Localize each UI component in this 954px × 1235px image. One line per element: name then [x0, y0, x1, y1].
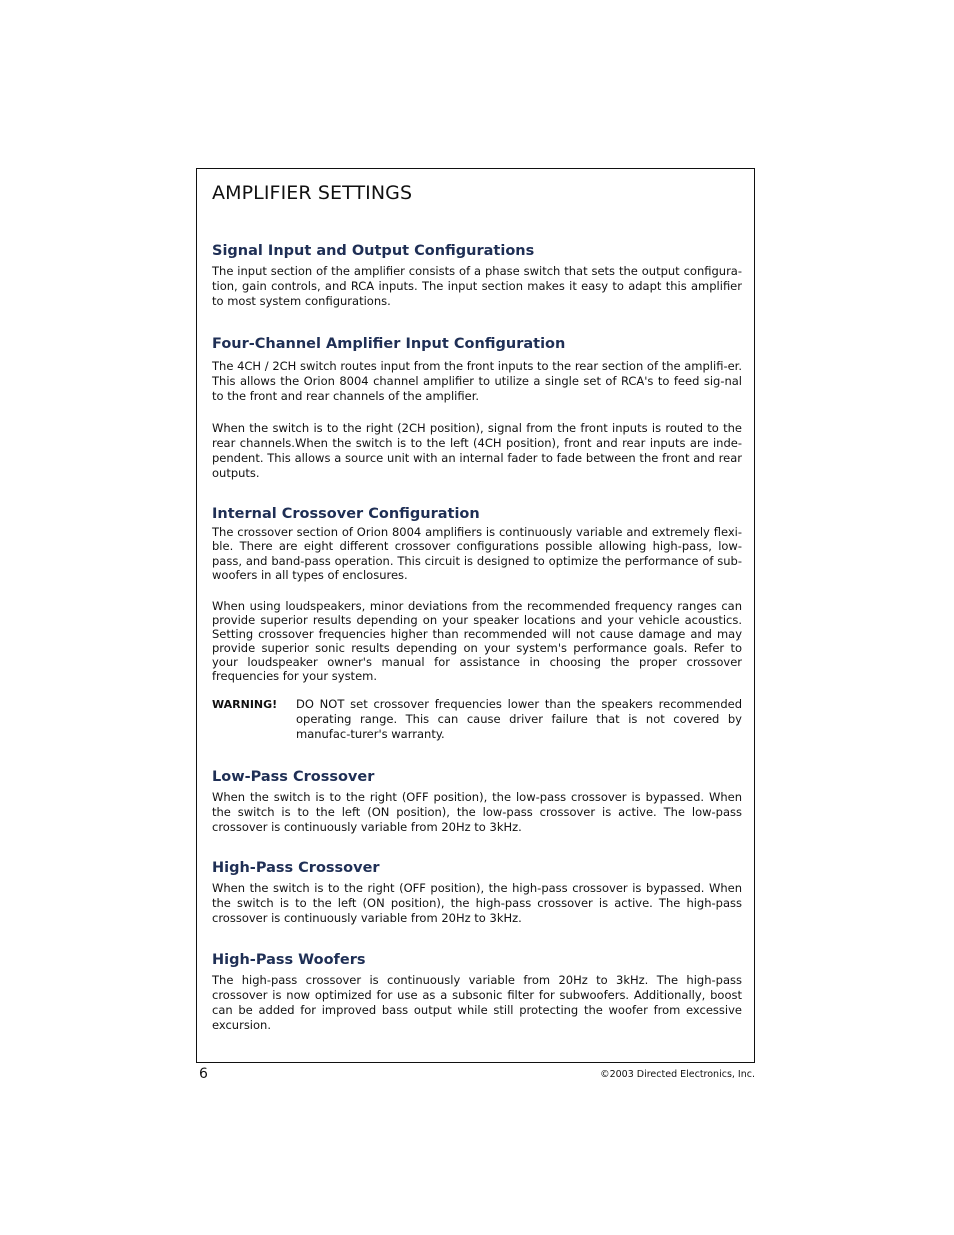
section-heading: High-Pass Woofers	[212, 952, 366, 968]
page-content	[212, 179, 742, 1032]
section-paragraph: When the switch is to the right (OFF position), the high-pass crossover is bypassed. When the switch is to the left (ON position), the high-pass crossover is active. The high-pass crossover is continuously variable from 20Hz to 3kHz.	[212, 881, 742, 925]
section-paragraph: The input section of the amplifier consists of a phase switch that sets the output configura-tion, gain controls, and RCA inputs. The input section makes it easy to adapt this amplifier to most system configurations.	[212, 264, 742, 308]
warning-label: WARNING!	[212, 698, 278, 712]
section-heading: High-Pass Crossover	[212, 860, 380, 876]
page-number: 6	[199, 1066, 208, 1082]
section-paragraph: When the switch is to the right (OFF position), the low-pass crossover is bypassed. When the switch is to the left (ON position), the low-pass crossover is active. The low-pass crossover is continuously variable from 20Hz to 3kHz.	[212, 790, 742, 834]
section-four-channel	[212, 334, 742, 481]
section-paragraph: When the switch is to the right (2CH position), signal from the front inputs is routed to the rear channels.When the switch is to the left (4CH position), front and rear inputs are inde-pendent. This allows a source unit with an internal fader to fade between the front and rear outputs.	[212, 421, 742, 480]
copyright-notice: ©2003 Directed Electronics, Inc.	[600, 1069, 755, 1080]
warning-text: DO NOT set crossover frequencies lower than the speakers recommended operating range. This can cause driver failure that is not covered by manufac-turer's warranty.	[296, 697, 742, 742]
section-paragraph: The crossover section of Orion 8004 amplifiers is continuously variable and extremely flexi-ble. There are eight different crossover configurations possible allowing high-pass, low-pass, and band-pass operation. This circuit is designed to optimize the performance of sub-woofers in all types of enclosures.	[212, 525, 742, 582]
section-paragraph: The 4CH / 2CH switch routes input from the front inputs to the rear section of the amplifi-er. This allows the Orion 8004 channel amplifier to utilize a single set of RCA's to feed sig-nal to the front and rear channels of the amplifier.	[212, 359, 742, 403]
section-heading: Internal Crossover Configuration	[212, 506, 480, 522]
warning-note	[212, 697, 742, 742]
content-frame	[196, 168, 755, 1063]
section-internal-crossover	[212, 504, 742, 742]
section-paragraph: The high-pass crossover is continuously variable from 20Hz to 3kHz. The high-pass crossover is now optimized for use as a subsonic filter for subwoofers. Additionally, boost can be added for improved bass output while still protecting the woofer from excessive excursion.	[212, 973, 742, 1032]
section-high-pass-woofers	[212, 950, 742, 1033]
section-heading: Low-Pass Crossover	[212, 769, 375, 785]
section-heading: Four-Channel Amplifier Input Configuration	[212, 336, 566, 352]
section-paragraph: When using loudspeakers, minor deviations from the recommended frequency ranges can provide superior results depending on your speaker locations and your vehicle acoustics. Setting crossover frequencies higher than recommended will not cause damage and may provide superior sonic results depending on your system's performance goals. Refer to your loudspeaker owner's manual for assistance in choosing the proper crossover frequencies for your system.	[212, 599, 742, 684]
page-title: AMPLIFIER SETTINGS	[212, 182, 413, 204]
section-heading: Signal Input and Output Configurations	[212, 243, 535, 259]
section-low-pass	[212, 767, 742, 835]
section-high-pass	[212, 858, 742, 926]
section-signal-io	[212, 241, 742, 309]
